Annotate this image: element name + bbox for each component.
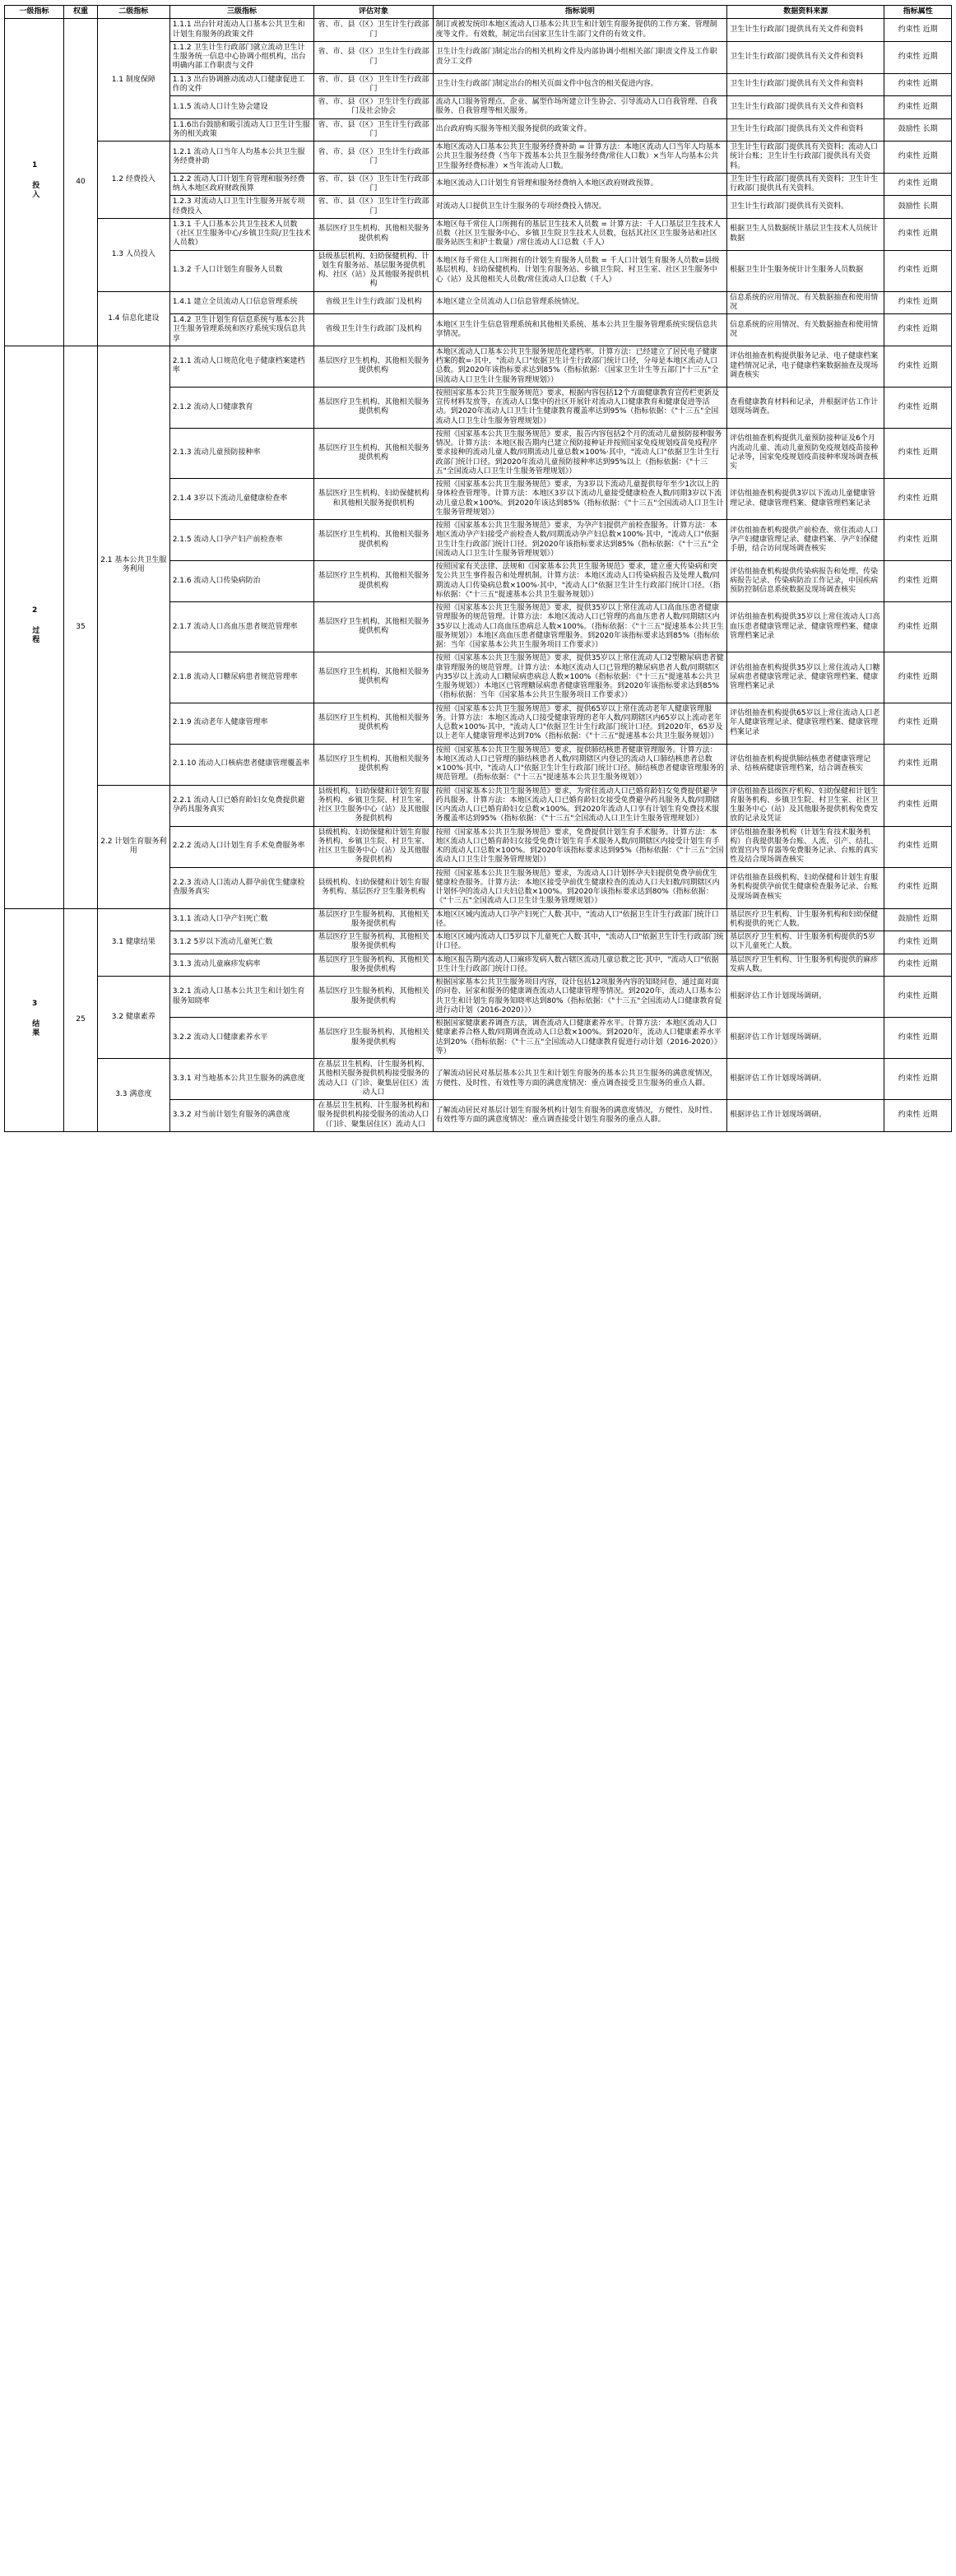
source-cell: 评估组抽查机构提供35岁以上常住流动人口糖尿病患者健康管理记录、健康管理档案、健康管理档案记录 bbox=[727, 652, 884, 703]
source-cell: 评估组抽查机构提供3岁以下流动儿童健康管理记录、健康管理档案、健康管理档案记录 bbox=[727, 479, 884, 520]
attribute-cell: 约束性 近期 bbox=[884, 19, 952, 42]
level2-cell: 1.4 信息化建设 bbox=[97, 291, 169, 346]
description-cell: 了解流动居民对基层基本公共卫生和计划生育服务的基本公共卫生服务的满意度情况，方便性、及时性、有效性等方面的满意度情况：重点调查接受卫生服务的重点人群。 bbox=[433, 1059, 727, 1100]
source-cell: 根据卫生人员数据统计基层卫生技术人员统计数据 bbox=[727, 218, 884, 250]
attribute-cell: 约束性 近期 bbox=[884, 314, 952, 346]
description-cell: 按照《国家基本公共卫生服务规范》要求，提供35岁以上常住流动人口2型糖尿病患者健康管理服务的规范管理。计算方法：本地区流动人口已管理的糖尿病患者人数/同期辖区内35岁以上流动人口糖尿病患病总人数×100%（指标依据：《"十三五"提速基本公共卫生服务规划》）本地区已管理糖尿病患者健康管理服务。到2020年该指标要求达到85%（指标依据：当年《国家基本公共卫生服务项目工作要求》） bbox=[433, 652, 727, 703]
source-cell: 基层医疗卫生机构、计生服务机构和妇幼保健机构提供的死亡人数。 bbox=[727, 908, 884, 931]
level3-cell: 1.3.1 千人口基本公共卫生技术人员数（社区卫生服务中心/乡镇卫生院/卫生技术人员数） bbox=[169, 218, 314, 250]
level3-cell: 1.4.1 建立全员流动人口信息管理系统 bbox=[169, 291, 314, 314]
source-cell: 评估组抽查机构提供65岁以上常住流动人口老年人健康管理记录、健康管理档案、健康管理档案记录 bbox=[727, 703, 884, 744]
col-level2: 二级指标 bbox=[97, 6, 169, 19]
source-cell: 根据评估工作计划现场调研。 bbox=[727, 1100, 884, 1132]
attribute-cell: 约束性 近期 bbox=[884, 826, 952, 867]
description-cell: 本地区流动人口基本公共卫生服务经费补助 = 计算方法：本地区流动人口当年人均基本公共卫生服务经费（当年下拨基本公共卫生服务经费/常住人口数）×当年人均基本公共卫生服务经费标准）×当年流动人口数。 bbox=[433, 142, 727, 174]
level1-cell: 1 投入 bbox=[5, 19, 64, 346]
description-cell: 按照《国家基本公共卫生服务规范》要求，提供65岁以上常住流动老年人健康管理服务。计算方法：本地区流动人口接受健康管理的老年人数/同期辖区内65岁以上流动老年人总数×100%·其中，"流动人口"依据卫生计生行政部门统计口径。到2020年，65岁及以上老年人健康管理率达到70%（指标依据：《"十三五"提速基本公共卫生服务规划》） bbox=[433, 703, 727, 744]
attribute-cell: 约束性 近期 bbox=[884, 479, 952, 520]
object-cell: 省、市、县（区）卫生计生行政部门 bbox=[314, 142, 433, 174]
description-cell: 流动人口服务管理点、企业、属型作场所建立计生协会、引导流动人口自我管理、自我服务、自我管理等相关服务。 bbox=[433, 96, 727, 119]
level3-cell: 2.2.1 流动人口已婚育龄妇女免费提供避孕药具服务真实 bbox=[169, 785, 314, 826]
level3-cell: 2.1.8 流动人口糖尿病患者规范管理率 bbox=[169, 652, 314, 703]
object-cell: 县级机构、妇幼保健和计划生育服务机构、乡镇卫生院、村卫生室、社区卫生服务中心（站）及其他服务提供机构 bbox=[314, 826, 433, 867]
source-cell: 根据评估工作计划现场调研。 bbox=[727, 1018, 884, 1059]
level2-cell: 3.3 满意度 bbox=[97, 1059, 169, 1132]
weight-cell: 35 bbox=[64, 346, 98, 908]
source-cell: 查看健康教育材料和记录，并根据评估工作计划现场调查。 bbox=[727, 387, 884, 428]
object-cell: 县级基层机构、妇幼保健机构、计划生育服务站、基层服务提供机构、社区（站）及其他服务提供机构 bbox=[314, 250, 433, 291]
source-cell: 基层医疗卫生机构、计生服务机构提供的5岁以下儿童死亡人数。 bbox=[727, 931, 884, 954]
level3-cell: 2.1.10 流动人口核病患者健康管理覆盖率 bbox=[169, 744, 314, 785]
object-cell: 基层医疗卫生服务机构、其他相关服务提供机构 bbox=[314, 1018, 433, 1059]
object-cell: 基层医疗卫生机构、其他相关服务提供机构 bbox=[314, 218, 433, 250]
attribute-cell: 约束性 近期 bbox=[884, 142, 952, 174]
level3-cell: 2.1.2 流动人口健康教育 bbox=[169, 387, 314, 428]
description-cell: 本地区报告期内流动人口麻疹发病人数占辖区流动儿童总数之比·其中，"流动人口"依据卫生计生行政部门统计口径。 bbox=[433, 954, 727, 977]
description-cell: 按照国家有关法律、法规和《国家基本公共卫生服务规范》要求，建立重大传染病和突发公共卫生事件报告和处理机制。计算方法：本地区流动人口传染病报告及处理人数/同期流动人口传染病总数×100%·其中，"流动人口"依据卫生计生行政部门统计口径。（指标依据：《"十三五"提速基本公共卫生服务规划》） bbox=[433, 561, 727, 602]
description-cell: 按照《国家基本公共卫生服务规范》要求，提供35岁以上常住流动人口高血压患者健康管理服务的规范管理。计算方法：本地区流动人口已管理的高血压患者人数/同期辖区内35岁以上流动人口高血压患病总人数×100%。（指标依据：《"十三五"提速基本公共卫生服务规划》）本地区高血压患者健康管理服务。到2020年该指标要求达到85%（指标依据：当年《国家基本公共卫生服务项目工作要求》） bbox=[433, 602, 727, 652]
object-cell: 基层医疗卫生机构、其他相关服务提供机构 bbox=[314, 520, 433, 561]
description-cell: 根据国家健康素养调查方法，调查流动人口健康素养水平。计算方法：本地区流动人口健康素养合格人数/同期调查流动人口总数×100%。到2020年，流动人口健康素养水平达到20%（指标依据：《"十三五"全国流动人口健康教育促进行动计划（2016-2020）》等） bbox=[433, 1018, 727, 1059]
level1-cell: 2 过程 bbox=[5, 346, 64, 908]
table-row bbox=[5, 977, 952, 1018]
level2-cell: 3.2 健康素养 bbox=[97, 977, 169, 1059]
source-cell: 评估组抽查机构提供肺结核患者健康管理记录、结核病健康管理档案，结合调查核实 bbox=[727, 744, 884, 785]
object-cell: 基层医疗卫生机构、其他相关服务提供机构 bbox=[314, 387, 433, 428]
level3-cell: 1.4.2 卫生计划生育信息系统与基本公共卫生服务管理系统和医疗系统实现信息共享 bbox=[169, 314, 314, 346]
level3-cell: 2.1.4 3岁以下流动儿童健康检查率 bbox=[169, 479, 314, 520]
level3-cell: 3.1.3 流动儿童麻疹发病率 bbox=[169, 954, 314, 977]
attribute-cell: 约束性 近期 bbox=[884, 1018, 952, 1059]
object-cell: 基层医疗卫生机构、其他相关服务提供机构 bbox=[314, 744, 433, 785]
level3-cell: 3.2.1 流动人口基本公共卫生和计划生育服务知晓率 bbox=[169, 977, 314, 1018]
description-cell: 制订或被发统印本地区流动人口基本公共卫生和计划生育服务提供的工作方案、管理制度等文件。有效数，制定出台国家卫生计生部门文件的有效文件。 bbox=[433, 19, 727, 42]
object-cell: 省、市、县（区）卫生计生行政部门 bbox=[314, 73, 433, 96]
description-cell: 卫生计生行政部门制定出台的相关机构文件及内部协调小组相关部门职责文件及工作职责分工文件 bbox=[433, 41, 727, 73]
level3-cell: 3.3.1 对当地基本公共卫生服务的满意度 bbox=[169, 1059, 314, 1100]
object-cell: 基层医疗卫生服务机构、其他相关服务提供机构 bbox=[314, 977, 433, 1018]
description-cell: 按照《国家基本公共卫生服务规范》要求，免费提供计划生育手术服务。计算方法：本地区流动人口已婚育龄妇女接受免费计划生育手术服务人数/同期辖区内接受计划生育手术的流动人口总数×100%。到2020年该指标要求达到95%（指标依据：《"十三五"全国流动人口卫生计生服务管理规划》） bbox=[433, 826, 727, 867]
level3-cell: 2.1.1 流动人口规范化电子健康档案建档率 bbox=[169, 346, 314, 387]
attribute-cell: 鼓励性 长期 bbox=[884, 118, 952, 142]
description-cell: 卫生计生行政部门制定出台的相关页面文件中包含的相关促进内容。 bbox=[433, 73, 727, 96]
object-cell: 省、市、县（区）卫生计生行政部门 bbox=[314, 196, 433, 219]
source-cell: 评估组抽查机构提供35岁以上常住流动人口高血压患者健康管理记录、健康管理档案、健康管理档案记录 bbox=[727, 602, 884, 652]
object-cell: 基层医疗卫生机构、其他相关服务提供机构 bbox=[314, 561, 433, 602]
description-cell: 本地区区域内流动人口孕产妇死亡人数·其中，"流动人口"依据卫生计生行政部门统计口径。 bbox=[433, 908, 727, 931]
table-row bbox=[5, 291, 952, 314]
object-cell: 在基层卫生机构、计生服务机构和服务提供机构接受服务的流动人口（门诊、聚集居住区）流动人口 bbox=[314, 1100, 433, 1132]
table-body bbox=[5, 19, 952, 1132]
source-cell: 评估组抽查机构提供传染病报告和处理、传染病报告记录、传染病防治工作记录，中国疾病预防控制信息系统数据及现场调查核实 bbox=[727, 561, 884, 602]
level3-cell: 1.2.3 对流动人口卫生计生服务开展专项经费投入 bbox=[169, 196, 314, 219]
level3-cell: 1.2.1 流动人口当年人均基本公共卫生服务经费补助 bbox=[169, 142, 314, 174]
description-cell: 本地区每千常住人口所拥有的计划生育服务人员数 = 千人口计划生育服务人员数=县级基层机构、妇幼保健机构、计划生育服务站、乡镇卫生院、村卫生室、社区卫生服务中心（站）及其他相关人员数/常住流动人口总数（千人） bbox=[433, 250, 727, 291]
attribute-cell: 约束性 近期 bbox=[884, 291, 952, 314]
source-cell: 卫生计生行政部门提供具有关资料；流动人口统计台账；卫生计生行政部门提供具有关资料。 bbox=[727, 142, 884, 174]
description-cell: 本地区卫生计生信息管理系统和其他相关系统、基本公共卫生服务管理系统实现信息共享情况。 bbox=[433, 314, 727, 346]
level2-cell: 1.3 人员投入 bbox=[97, 218, 169, 291]
level3-cell: 1.1.2 卫生计生行政部门就立流动卫生计生服务统一信息中心协调小组机构，出台明确内部工作职责与文件 bbox=[169, 41, 314, 73]
object-cell: 基层医疗卫生机构、其他相关服务提供机构 bbox=[314, 652, 433, 703]
description-cell: 根据国家基本公共卫生服务项目内容，设计包括12项服务内容的知晓问卷，通过面对面的问卷、居家和服务的健康调查流动人口健康管理等情况。到2020年，流动人口基本公共卫生和计划生育服务知晓率达到80%（指标依据：《"十三五"全国流动人口健康教育促进行动计划（2016-2020）》） bbox=[433, 977, 727, 1018]
description-cell: 按照国家基本公共卫生服务规范》要求，根据内容包括12个方面健康教育宣传栏更新及宣传材料发放等，在流动人口集中的社区开展针对流动人口健康教育和健康促进等活动。到2020年流动人口卫生计生健康教育覆盖率达到95%（指标依据：《"十三五"全国流动人口卫生计生服务管理规划》） bbox=[433, 387, 727, 428]
object-cell: 在基层卫生机构、计生服务机构、其他相关服务提供机构接受服务的流动人口（门诊、聚集居住区）流动人口 bbox=[314, 1059, 433, 1100]
description-cell: 按照《国家基本公共卫生服务规范》要求，为常住流动人口已婚育龄妇女免费提供避孕药具服务。计算方法：本地区流动人口已婚育龄妇女接受免费避孕药具服务人数/同期辖区内流动人口已婚育龄妇女总数×100%。到2020年流动人口享有计划生育免费技术服务覆盖率达到95%（指标依据：《"十三五"全国流动人口卫生计生服务管理规划》） bbox=[433, 785, 727, 826]
object-cell: 县级机构、妇幼保健和计划生育服务机构、基层医疗卫生服务机构 bbox=[314, 867, 433, 908]
object-cell: 基层医疗卫生服务机构、其他相关服务提供机构 bbox=[314, 954, 433, 977]
description-cell: 按照《国家基本公共卫生服务规范》要求，为孕产妇提供产前检查服务。计算方法：本地区流动孕产妇接受产前检查人数/同期流动孕产妇总数×100%·其中，"流动人口"依据卫生计生行政部门统计口径。到2020年该指标要求达到85%（指标依据：《"十三五"全国流动人口卫生计生服务管理规划》） bbox=[433, 520, 727, 561]
attribute-cell: 约束性 近期 bbox=[884, 96, 952, 119]
level2-cell: 2.1 基本公共卫生服务利用 bbox=[97, 346, 169, 785]
object-cell: 基层医疗卫生机构、其他相关服务提供机构 bbox=[314, 602, 433, 652]
level2-cell: 3.1 健康结果 bbox=[97, 908, 169, 977]
source-cell: 卫生计生行政部门提供具有关文件和资料 bbox=[727, 41, 884, 73]
object-cell: 县级机构、妇幼保健和计划生育服务机构、乡镇卫生院、村卫生室、社区卫生服务中心（站）及其他服务提供机构 bbox=[314, 785, 433, 826]
object-cell: 省级卫生计生行政部门及机构 bbox=[314, 291, 433, 314]
object-cell: 省、市、县（区）卫生计生行政部门 bbox=[314, 173, 433, 196]
table-row bbox=[5, 346, 952, 387]
source-cell: 评估组抽查服务机构（计划生育技术服务机构）自我提供服务台账、人流、引产、结扎、放置宫内节育器等免费服务记录、台账的真实性及结合现场调查核实 bbox=[727, 826, 884, 867]
col-level1: 一级指标 bbox=[5, 6, 64, 19]
col-weight: 权重 bbox=[64, 6, 98, 19]
level3-cell: 2.1.7 流动人口高血压患者规范管理率 bbox=[169, 602, 314, 652]
indicator-table bbox=[4, 5, 952, 1132]
level3-cell: 1.1.3 出台协调推动流动人口健康促进工作的文件 bbox=[169, 73, 314, 96]
col-source: 数据资料来源 bbox=[727, 6, 884, 19]
object-cell: 基层医疗卫生服务机构、其他相关服务提供机构 bbox=[314, 908, 433, 931]
table-row bbox=[5, 19, 952, 42]
source-cell: 卫生计生行政部门提供具有关资料；卫生计生行政部门提供具有关资料。 bbox=[727, 173, 884, 196]
object-cell: 基层医疗卫生服务机构、其他相关服务提供机构 bbox=[314, 931, 433, 954]
attribute-cell: 约束性 近期 bbox=[884, 387, 952, 428]
attribute-cell: 约束性 近期 bbox=[884, 977, 952, 1018]
object-cell: 基层医疗卫生机构、其他相关服务提供机构 bbox=[314, 703, 433, 744]
attribute-cell: 约束性 近期 bbox=[884, 867, 952, 908]
description-cell: 本地区建立全员流动人口信息管理系统情况。 bbox=[433, 291, 727, 314]
attribute-cell: 约束性 近期 bbox=[884, 602, 952, 652]
description-cell: 对流动人口提供卫生计生服务的专项经费投入情况。 bbox=[433, 196, 727, 219]
attribute-cell: 约束性 近期 bbox=[884, 73, 952, 96]
source-cell: 基层医疗卫生机构、计生服务机构提供的麻疹发病人数。 bbox=[727, 954, 884, 977]
object-cell: 省、市、县（区）卫生计生行政部门 bbox=[314, 19, 433, 42]
source-cell: 卫生计生行政部门提供具有关文件和资料 bbox=[727, 19, 884, 42]
object-cell: 省、市、县（区）卫生计生行政部门 bbox=[314, 41, 433, 73]
level3-cell: 3.1.1 流动人口孕产妇死亡数 bbox=[169, 908, 314, 931]
description-cell: 按照《国家基本公共卫生服务规范》要求，为3岁以下流动儿童提供每年至少1次以上的身体检查管理等。计算方法：本地区3岁以下流动儿童接受健康检查人数/同期3岁以下流动儿童总数×100%。到2020年该达到85%（指标依据：《"十三五"全国流动人口卫生计生服务管理规划》） bbox=[433, 479, 727, 520]
level3-cell: 1.1.1 出台针对流动人口基本公共卫生和计划生育服务的政策文件 bbox=[169, 19, 314, 42]
object-cell: 省、市、县（区）卫生计生行政部门及社会协会 bbox=[314, 96, 433, 119]
attribute-cell: 约束性 近期 bbox=[884, 250, 952, 291]
weight-cell: 25 bbox=[64, 908, 98, 1131]
col-attribute: 指标属性 bbox=[884, 6, 952, 19]
table-row bbox=[5, 218, 952, 250]
attribute-cell: 约束性 近期 bbox=[884, 218, 952, 250]
table-row bbox=[5, 785, 952, 826]
attribute-cell: 约束性 近期 bbox=[884, 931, 952, 954]
source-cell: 评估组抽查机构提供产前检查、常住流动人口孕产妇健康管理记录、健康档案、孕产妇保健手册，结合访问现场调查核实 bbox=[727, 520, 884, 561]
level3-cell: 1.2.2 流动人口计划生育管理和服务经费纳入本地区政府财政预算 bbox=[169, 173, 314, 196]
object-cell: 基层医疗卫生机构、其他相关服务提供机构 bbox=[314, 346, 433, 387]
object-cell: 省级卫生计生行政部门及机构 bbox=[314, 314, 433, 346]
attribute-cell: 约束性 近期 bbox=[884, 346, 952, 387]
source-cell: 卫生计生行政部门提供具有关文件和资料 bbox=[727, 96, 884, 119]
source-cell: 评估组抽查县级医疗机构、妇幼保健和计划生育服务机构、乡镇卫生院、村卫生室、社区卫生服务中心（站）及其他服务提供机构免费发放的记录及凭证 bbox=[727, 785, 884, 826]
source-cell: 根据卫生计生服务统计计生服务人员数据 bbox=[727, 250, 884, 291]
table-row bbox=[5, 142, 952, 174]
attribute-cell: 约束性 近期 bbox=[884, 428, 952, 478]
attribute-cell: 约束性 近期 bbox=[884, 703, 952, 744]
attribute-cell: 约束性 近期 bbox=[884, 41, 952, 73]
level3-cell: 1.1.6出台鼓励和吸引流动人口卫生计生服务的相关政策 bbox=[169, 118, 314, 142]
level3-cell: 3.1.2 5岁以下流动儿童死亡数 bbox=[169, 931, 314, 954]
description-cell: 了解流动居民对基层计划生育服务机构计划生育服务的满意度情况，方便性、及时性、有效性等方面的满意度情况：重点调查接受计划生育服务的重点人群。 bbox=[433, 1100, 727, 1132]
source-cell: 卫生计生行政部门提供具有关文件和资料 bbox=[727, 73, 884, 96]
source-cell: 信息系统的应用情况、有关数据抽查和使用情况 bbox=[727, 314, 884, 346]
col-level3: 三级指标 bbox=[169, 6, 314, 19]
attribute-cell: 约束性 近期 bbox=[884, 173, 952, 196]
level3-cell: 2.1.9 流动老年人健康管理率 bbox=[169, 703, 314, 744]
col-object: 评估对象 bbox=[314, 6, 433, 19]
level3-cell: 3.3.2 对当前计划生育服务的满意度 bbox=[169, 1100, 314, 1132]
weight-cell: 40 bbox=[64, 19, 98, 346]
source-cell: 根据评估工作计划现场调研。 bbox=[727, 1059, 884, 1100]
description-cell: 本地区每千常住人口所拥有的基层卫生技术人员数 = 计算方法：千人口基层卫生技术人员数（社区卫生服务中心、乡镇卫生院卫生技术人员数，包括其社区卫生服务站和社区服务站医生和护士数量）/常住流动人口总数（千人） bbox=[433, 218, 727, 250]
source-cell: 评估组抽查机构提供儿童预防接种证及6个月内流动儿童、流动儿童预防免疫规划疫苗接种记录等，国家免疫规划疫苗接种率现场调查核实 bbox=[727, 428, 884, 478]
level3-cell: 1.1.5 流动人口计生协会建设 bbox=[169, 96, 314, 119]
source-cell: 根据评估工作计划现场调研。 bbox=[727, 977, 884, 1018]
attribute-cell: 鼓励性 长期 bbox=[884, 196, 952, 219]
source-cell: 卫生计生行政部门提供具有关资料。 bbox=[727, 196, 884, 219]
description-cell: 本地区流动人口计划生育管理和服务经费纳入本地区政府财政预算。 bbox=[433, 173, 727, 196]
object-cell: 基层医疗卫生机构、其他相关服务提供机构 bbox=[314, 428, 433, 478]
description-cell: 按照《国家基本公共卫生服务规范》要求，报告内容包括2个月的流动儿童预防接种服务情况。计算方法：本地区报告期内已建立预防接种证并按照国家免疫规划疫苗免疫程序要求接种的流动儿童人数/同期流动儿童总数×100%·其中，"流动人口"依据卫生计生行政部门统计口径。到2020年流动儿童预防接种率达到95%以上（指标依据：《"十三五"全国流动人口卫生计生服务管理规划》） bbox=[433, 428, 727, 478]
level3-cell: 3.2.2 流动人口健康素养水平 bbox=[169, 1018, 314, 1059]
source-cell: 卫生计生行政部门提供具有关文件和资料 bbox=[727, 118, 884, 142]
attribute-cell: 约束性 近期 bbox=[884, 520, 952, 561]
level2-cell: 1.2 经费投入 bbox=[97, 142, 169, 219]
attribute-cell: 约束性 近期 bbox=[884, 1059, 952, 1100]
description-cell: 本地区区域内流动人口5岁以下儿童死亡人数·其中，"流动人口"依据卫生计生行政部门统计口径。 bbox=[433, 931, 727, 954]
attribute-cell: 约束性 近期 bbox=[884, 561, 952, 602]
description-cell: 本地区流动人口基本公共卫生服务规范化建档率。计算方法：已经建立了居民电子健康档案的数=·其中，"流动人口"依据卫生计生行政部门统计口径，分母是本地区流动人口总数。到2020年该指标要求达到85%（指标依据：《国家卫生计生等五部门"十三五"全国流动人口卫生计生服务管理规划》） bbox=[433, 346, 727, 387]
level2-cell: 2.2 计划生育服务利用 bbox=[97, 785, 169, 908]
attribute-cell: 约束性 近期 bbox=[884, 652, 952, 703]
table-row bbox=[5, 908, 952, 931]
description-cell: 按照《国家基本公共卫生服务规范》要求，为流动人口计划怀孕夫妇提供免费孕前优生健康检查服务。计算方法：本地区接受孕前优生健康检查的流动人口夫妇数/同期辖区内计划怀孕的流动人口夫妇总数×100%。到2020年该指标要求达到80%（指标依据：《"十三五"全国流动人口卫生计生服务管理规划》） bbox=[433, 867, 727, 908]
table-header-row bbox=[5, 6, 952, 19]
attribute-cell: 约束性 近期 bbox=[884, 785, 952, 826]
attribute-cell: 约束性 近期 bbox=[884, 1100, 952, 1132]
source-cell: 评估组抽查县级机构、妇幼保健和计划生育服务机构提供孕前优生健康检查服务记录、台账及现场调查核实 bbox=[727, 867, 884, 908]
level3-cell: 2.2.2 流动人口计划生育手术免费服务率 bbox=[169, 826, 314, 867]
attribute-cell: 约束性 近期 bbox=[884, 744, 952, 785]
col-description: 指标说明 bbox=[433, 6, 727, 19]
level3-cell: 2.2.3 流动人口流动人群孕前优生健康检查服务真实 bbox=[169, 867, 314, 908]
object-cell: 省、市、县（区）卫生计生行政部门 bbox=[314, 118, 433, 142]
description-cell: 按照《国家基本公共卫生服务规范》要求，提供肺结核患者健康管理服务。计算方法：本地区流动人口已管理的肺结核患者人数/同期辖区内登记的流动人口肺结核患者总数×100%·其中，"流动人口"依据卫生计生行政部门统计口径。肺结核患者健康管理服务的规范管理。（指标依据：《"十三五"提速基本公共卫生服务规划》） bbox=[433, 744, 727, 785]
object-cell: 基层医疗卫生机构、妇幼保健机构和其他相关服务提供机构 bbox=[314, 479, 433, 520]
level1-cell: 3 结果 bbox=[5, 908, 64, 1131]
level3-cell: 1.3.2 千人口计划生育服务人员数 bbox=[169, 250, 314, 291]
level3-cell: 2.1.6 流动人口传染病防治 bbox=[169, 561, 314, 602]
table-row bbox=[5, 1059, 952, 1100]
source-cell: 评估组抽查机构提供服务记录、电子健康档案建档情况记录，电子健康档案数据抽查及现场调查核实 bbox=[727, 346, 884, 387]
description-cell: 出台政府购买服务等相关服务提供的政策文件。 bbox=[433, 118, 727, 142]
level3-cell: 2.1.5 流动人口孕产妇产前检查率 bbox=[169, 520, 314, 561]
level3-cell: 2.1.3 流动儿童预防接种率 bbox=[169, 428, 314, 478]
source-cell: 信息系统的应用情况、有关数据抽查和使用情况 bbox=[727, 291, 884, 314]
level2-cell: 1.1 制度保障 bbox=[97, 19, 169, 142]
attribute-cell: 约束性 近期 bbox=[884, 954, 952, 977]
attribute-cell: 鼓励性 近期 bbox=[884, 908, 952, 931]
